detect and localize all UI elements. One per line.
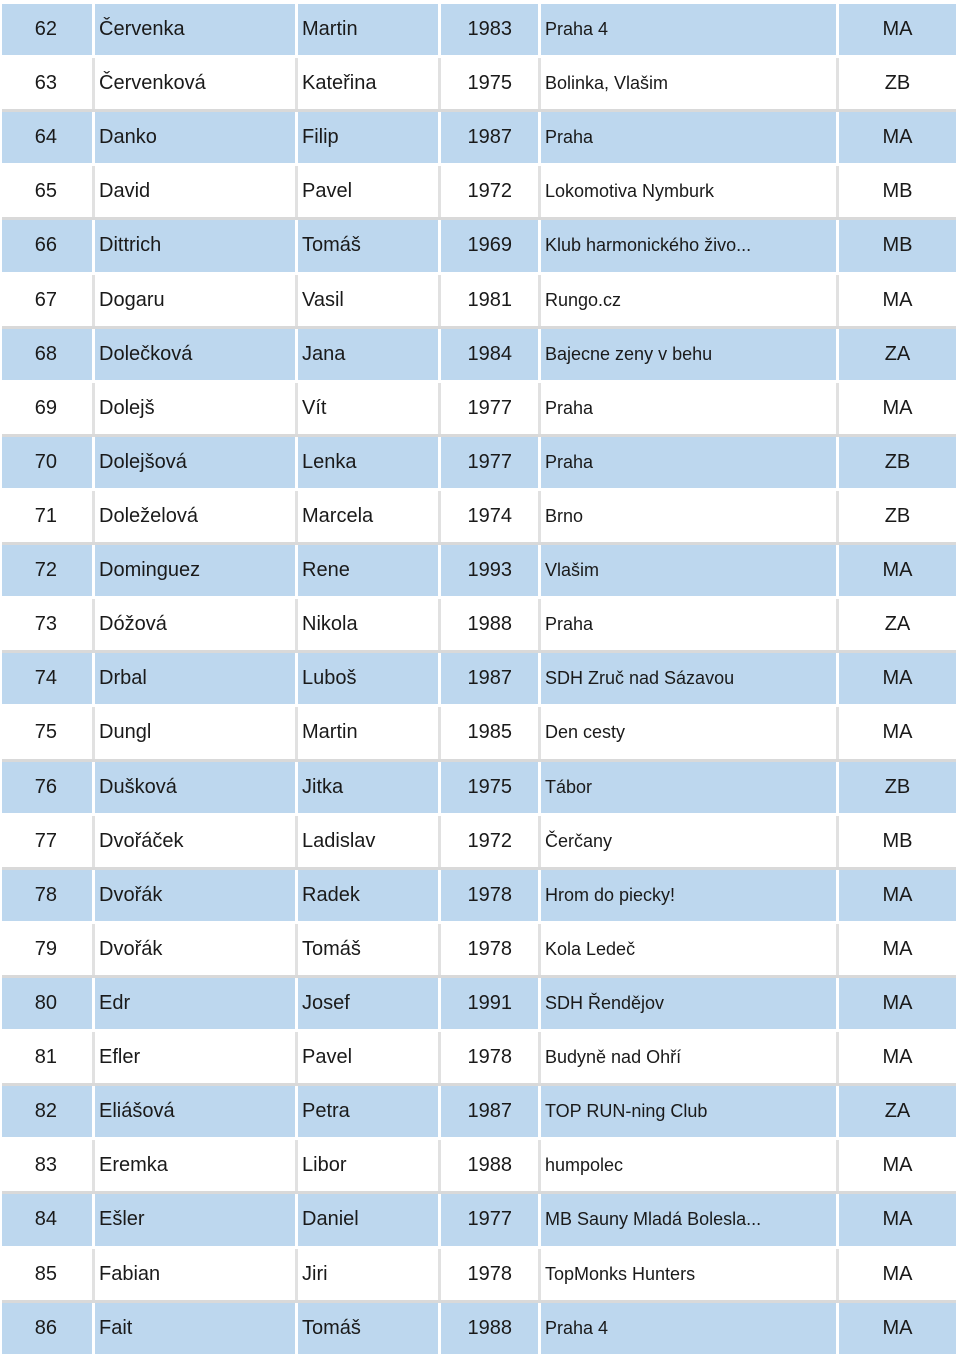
- last-name-cell: David: [95, 166, 298, 217]
- club-cell: Hrom do piecky!: [541, 870, 839, 921]
- birth-year-cell: 1988: [441, 1303, 541, 1354]
- last-name-cell: Dolečková: [95, 329, 298, 380]
- table-row: [2, 1086, 956, 1140]
- last-name-cell: Dolejšová: [95, 437, 298, 488]
- category-cell: MA: [839, 545, 956, 596]
- last-name-cell: Dvořák: [95, 870, 298, 921]
- start-number-cell: 78: [2, 870, 95, 921]
- category-cell: ZB: [839, 762, 956, 813]
- table-row: [2, 112, 956, 166]
- last-name-cell: Červenka: [95, 4, 298, 55]
- last-name-cell: Dominguez: [95, 545, 298, 596]
- club-cell: Praha: [541, 383, 839, 434]
- birth-year-cell: 1987: [441, 112, 541, 163]
- first-name-cell: Martin: [298, 707, 441, 758]
- start-number-cell: 67: [2, 275, 95, 326]
- start-number-cell: 84: [2, 1194, 95, 1245]
- participants-table: [2, 4, 956, 1357]
- start-number-cell: 86: [2, 1303, 95, 1354]
- table-row: [2, 383, 956, 437]
- birth-year-cell: 1984: [441, 329, 541, 380]
- birth-year-cell: 1975: [441, 58, 541, 109]
- first-name-cell: Josef: [298, 978, 441, 1029]
- club-cell: Praha 4: [541, 1303, 839, 1354]
- start-number-cell: 83: [2, 1140, 95, 1191]
- birth-year-cell: 1978: [441, 870, 541, 921]
- category-cell: MA: [839, 978, 956, 1029]
- club-cell: Praha: [541, 599, 839, 650]
- category-cell: MB: [839, 166, 956, 217]
- birth-year-cell: 1987: [441, 1086, 541, 1137]
- club-cell: TopMonks Hunters: [541, 1249, 839, 1300]
- start-number-cell: 62: [2, 4, 95, 55]
- start-number-cell: 71: [2, 491, 95, 542]
- table-row: [2, 275, 956, 329]
- category-cell: MA: [839, 4, 956, 55]
- birth-year-cell: 1977: [441, 383, 541, 434]
- table-row: [2, 220, 956, 274]
- table-row: [2, 816, 956, 870]
- club-cell: Bajecne zeny v behu: [541, 329, 839, 380]
- table-row: [2, 329, 956, 383]
- start-number-cell: 72: [2, 545, 95, 596]
- start-number-cell: 82: [2, 1086, 95, 1137]
- table-row: [2, 166, 956, 220]
- table-row: [2, 545, 956, 599]
- club-cell: Tábor: [541, 762, 839, 813]
- last-name-cell: Dvořák: [95, 924, 298, 975]
- start-number-cell: 85: [2, 1249, 95, 1300]
- last-name-cell: Eliášová: [95, 1086, 298, 1137]
- first-name-cell: Luboš: [298, 653, 441, 704]
- birth-year-cell: 1972: [441, 166, 541, 217]
- start-number-cell: 77: [2, 816, 95, 867]
- birth-year-cell: 1977: [441, 437, 541, 488]
- last-name-cell: Dungl: [95, 707, 298, 758]
- club-cell: Klub harmonického živo...: [541, 220, 839, 271]
- club-cell: TOP RUN-ning Club: [541, 1086, 839, 1137]
- table-row: [2, 653, 956, 707]
- table-row: [2, 762, 956, 816]
- first-name-cell: Vít: [298, 383, 441, 434]
- last-name-cell: Dvořáček: [95, 816, 298, 867]
- category-cell: MA: [839, 653, 956, 704]
- club-cell: Budyně nad Ohří: [541, 1032, 839, 1083]
- club-cell: SDH Zruč nad Sázavou: [541, 653, 839, 704]
- first-name-cell: Petra: [298, 1086, 441, 1137]
- last-name-cell: Dogaru: [95, 275, 298, 326]
- club-cell: Čerčany: [541, 816, 839, 867]
- first-name-cell: Rene: [298, 545, 441, 596]
- category-cell: MA: [839, 383, 956, 434]
- table-row: [2, 870, 956, 924]
- start-number-cell: 76: [2, 762, 95, 813]
- club-cell: Vlašim: [541, 545, 839, 596]
- last-name-cell: Dolejš: [95, 383, 298, 434]
- start-number-cell: 73: [2, 599, 95, 650]
- birth-year-cell: 1987: [441, 653, 541, 704]
- birth-year-cell: 1975: [441, 762, 541, 813]
- category-cell: MA: [839, 112, 956, 163]
- table-row: [2, 978, 956, 1032]
- last-name-cell: Dóžová: [95, 599, 298, 650]
- first-name-cell: Nikola: [298, 599, 441, 650]
- birth-year-cell: 1988: [441, 599, 541, 650]
- first-name-cell: Filip: [298, 112, 441, 163]
- last-name-cell: Efler: [95, 1032, 298, 1083]
- category-cell: MA: [839, 1140, 956, 1191]
- club-cell: humpolec: [541, 1140, 839, 1191]
- first-name-cell: Lenka: [298, 437, 441, 488]
- club-cell: Praha 4: [541, 4, 839, 55]
- category-cell: MA: [839, 1032, 956, 1083]
- birth-year-cell: 1969: [441, 220, 541, 271]
- first-name-cell: Libor: [298, 1140, 441, 1191]
- table-row: [2, 924, 956, 978]
- first-name-cell: Martin: [298, 4, 441, 55]
- last-name-cell: Drbal: [95, 653, 298, 704]
- birth-year-cell: 1974: [441, 491, 541, 542]
- category-cell: MA: [839, 1194, 956, 1245]
- category-cell: ZB: [839, 58, 956, 109]
- start-number-cell: 81: [2, 1032, 95, 1083]
- category-cell: MB: [839, 220, 956, 271]
- start-number-cell: 66: [2, 220, 95, 271]
- first-name-cell: Jana: [298, 329, 441, 380]
- table-row: [2, 1032, 956, 1086]
- table-row: [2, 1303, 956, 1357]
- first-name-cell: Marcela: [298, 491, 441, 542]
- birth-year-cell: 1985: [441, 707, 541, 758]
- first-name-cell: Vasil: [298, 275, 441, 326]
- category-cell: ZA: [839, 599, 956, 650]
- club-cell: Kola Ledeč: [541, 924, 839, 975]
- last-name-cell: Danko: [95, 112, 298, 163]
- first-name-cell: Jitka: [298, 762, 441, 813]
- birth-year-cell: 1993: [441, 545, 541, 596]
- category-cell: ZB: [839, 491, 956, 542]
- last-name-cell: Dittrich: [95, 220, 298, 271]
- club-cell: Bolinka, Vlašim: [541, 58, 839, 109]
- start-number-cell: 64: [2, 112, 95, 163]
- start-number-cell: 63: [2, 58, 95, 109]
- last-name-cell: Edr: [95, 978, 298, 1029]
- birth-year-cell: 1978: [441, 1032, 541, 1083]
- table-row: [2, 58, 956, 112]
- first-name-cell: Kateřina: [298, 58, 441, 109]
- start-number-cell: 68: [2, 329, 95, 380]
- category-cell: ZA: [839, 329, 956, 380]
- club-cell: MB Sauny Mladá Bolesla...: [541, 1194, 839, 1245]
- club-cell: SDH Řendějov: [541, 978, 839, 1029]
- table-row: [2, 1194, 956, 1248]
- table-row: [2, 1140, 956, 1194]
- start-number-cell: 79: [2, 924, 95, 975]
- category-cell: MB: [839, 816, 956, 867]
- first-name-cell: Pavel: [298, 1032, 441, 1083]
- birth-year-cell: 1988: [441, 1140, 541, 1191]
- category-cell: MA: [839, 1249, 956, 1300]
- club-cell: Brno: [541, 491, 839, 542]
- last-name-cell: Fait: [95, 1303, 298, 1354]
- category-cell: ZB: [839, 437, 956, 488]
- first-name-cell: Tomáš: [298, 924, 441, 975]
- start-number-cell: 70: [2, 437, 95, 488]
- table-row: [2, 1249, 956, 1303]
- category-cell: MA: [839, 870, 956, 921]
- table-row: [2, 599, 956, 653]
- last-name-cell: Ešler: [95, 1194, 298, 1245]
- birth-year-cell: 1981: [441, 275, 541, 326]
- last-name-cell: Eremka: [95, 1140, 298, 1191]
- birth-year-cell: 1983: [441, 4, 541, 55]
- club-cell: Den cesty: [541, 707, 839, 758]
- birth-year-cell: 1978: [441, 924, 541, 975]
- table-row: [2, 491, 956, 545]
- last-name-cell: Dušková: [95, 762, 298, 813]
- table-row: [2, 4, 956, 58]
- start-number-cell: 65: [2, 166, 95, 217]
- first-name-cell: Ladislav: [298, 816, 441, 867]
- category-cell: MA: [839, 275, 956, 326]
- start-number-cell: 74: [2, 653, 95, 704]
- birth-year-cell: 1972: [441, 816, 541, 867]
- birth-year-cell: 1978: [441, 1249, 541, 1300]
- birth-year-cell: 1991: [441, 978, 541, 1029]
- club-cell: Lokomotiva Nymburk: [541, 166, 839, 217]
- club-cell: Praha: [541, 112, 839, 163]
- category-cell: ZA: [839, 1086, 956, 1137]
- club-cell: Praha: [541, 437, 839, 488]
- first-name-cell: Daniel: [298, 1194, 441, 1245]
- first-name-cell: Radek: [298, 870, 441, 921]
- start-number-cell: 69: [2, 383, 95, 434]
- category-cell: MA: [839, 707, 956, 758]
- start-number-cell: 80: [2, 978, 95, 1029]
- first-name-cell: Jiri: [298, 1249, 441, 1300]
- last-name-cell: Fabian: [95, 1249, 298, 1300]
- first-name-cell: Pavel: [298, 166, 441, 217]
- club-cell: Rungo.cz: [541, 275, 839, 326]
- birth-year-cell: 1977: [441, 1194, 541, 1245]
- table-row: [2, 437, 956, 491]
- first-name-cell: Tomáš: [298, 220, 441, 271]
- start-number-cell: 75: [2, 707, 95, 758]
- category-cell: MA: [839, 1303, 956, 1354]
- category-cell: MA: [839, 924, 956, 975]
- first-name-cell: Tomáš: [298, 1303, 441, 1354]
- table-row: [2, 707, 956, 761]
- last-name-cell: Doleželová: [95, 491, 298, 542]
- last-name-cell: Červenková: [95, 58, 298, 109]
